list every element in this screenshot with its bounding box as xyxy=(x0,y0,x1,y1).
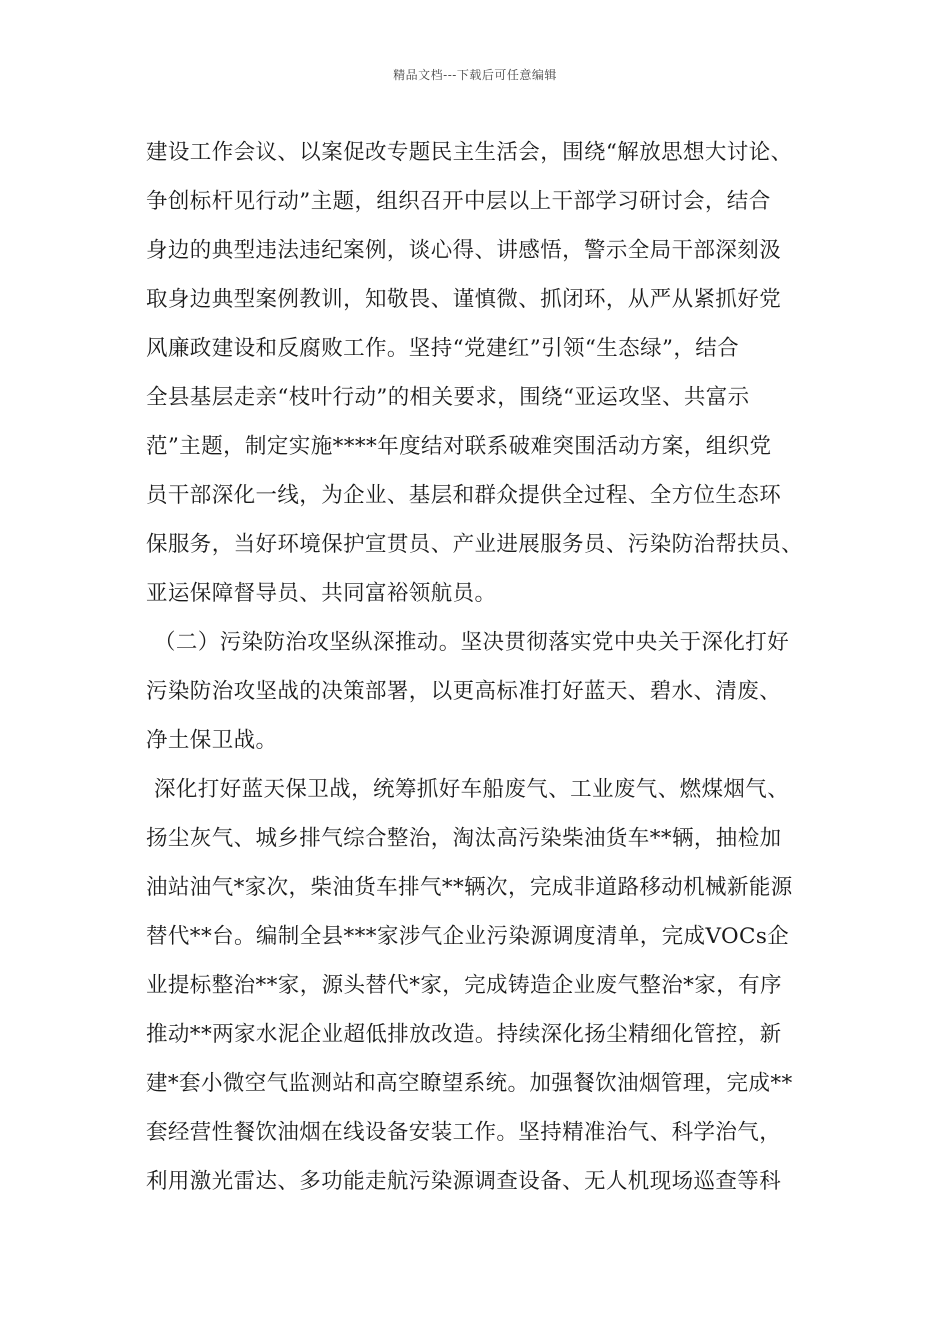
body-line: 保服务，当好环境保护宣贯员、产业进展服务员、污染防治帮扶员、 xyxy=(146,532,804,557)
body-line: 业提标整治**家，源头替代*家，完成铸造企业废气整治*家，有序 xyxy=(146,973,782,998)
document-body xyxy=(146,128,826,1206)
body-line: 范”主题，制定实施****年度结对联系破难突围活动方案，组织党 xyxy=(146,434,772,459)
body-line: 替代**台。编制全县***家涉气企业污染源调度清单，完成VOCs企 xyxy=(146,924,790,949)
body-line: 扬尘灰气、城乡排气综合整治，淘汰高污染柴油货车**辆，抽检加 xyxy=(146,826,782,851)
body-line: 争创标杆见行动”主题，组织召开中层以上干部学习研讨会，结合 xyxy=(146,189,771,214)
body-line: 取身边典型案例教训，知敬畏、谨慎微、抓闭环，从严从紧抓好党 xyxy=(146,287,782,312)
page-header: 精品文档---下载后可任意编辑 xyxy=(393,68,557,82)
body-line: 建*套小微空气监测站和高空瞭望系统。加强餐饮油烟管理，完成** xyxy=(146,1071,793,1096)
body-line: 利用激光雷达、多功能走航污染源调查设备、无人机现场巡查等科 xyxy=(146,1169,782,1194)
body-line: 污染防治攻坚战的决策部署，以更高标准打好蓝天、碧水、清废、 xyxy=(146,679,782,704)
body-line: 油站油气*家次，柴油货车排气**辆次，完成非道路移动机械新能源 xyxy=(146,875,793,900)
paragraph-start-line: 深化打好蓝天保卫战，统筹抓好车船废气、工业废气、燃煤烟气、 xyxy=(154,777,790,802)
body-line: 全县基层走亲“枝叶行动”的相关要求，围绕“亚运攻坚、共富示 xyxy=(146,385,750,410)
body-line: 员干部深化一线，为企业、基层和群众提供全过程、全方位生态环 xyxy=(146,483,782,508)
body-line: 身边的典型违法违纪案例，谈心得、讲感悟，警示全局干部深刻汲 xyxy=(146,238,782,263)
body-line: 亚运保障督导员、共同富裕领航员。 xyxy=(146,581,497,606)
body-line: 套经营性餐饮油烟在线设备安装工作。坚持精准治气、科学治气， xyxy=(146,1120,782,1145)
body-line: 风廉政建设和反腐败工作。坚持“党建红”引领“生态绿”，结合 xyxy=(146,336,740,361)
body-line: 净土保卫战。 xyxy=(146,728,278,753)
body-line: 推动**两家水泥企业超低排放改造。持续深化扬尘精细化管控，新 xyxy=(146,1022,782,1047)
body-line: 建设工作会议、以案促改专题民主生活会，围绕“解放思想大讨论、 xyxy=(146,140,793,165)
section-heading-line: （二）污染防治攻坚纵深推动。坚决贯彻落实党中央关于深化打好 xyxy=(154,630,790,655)
